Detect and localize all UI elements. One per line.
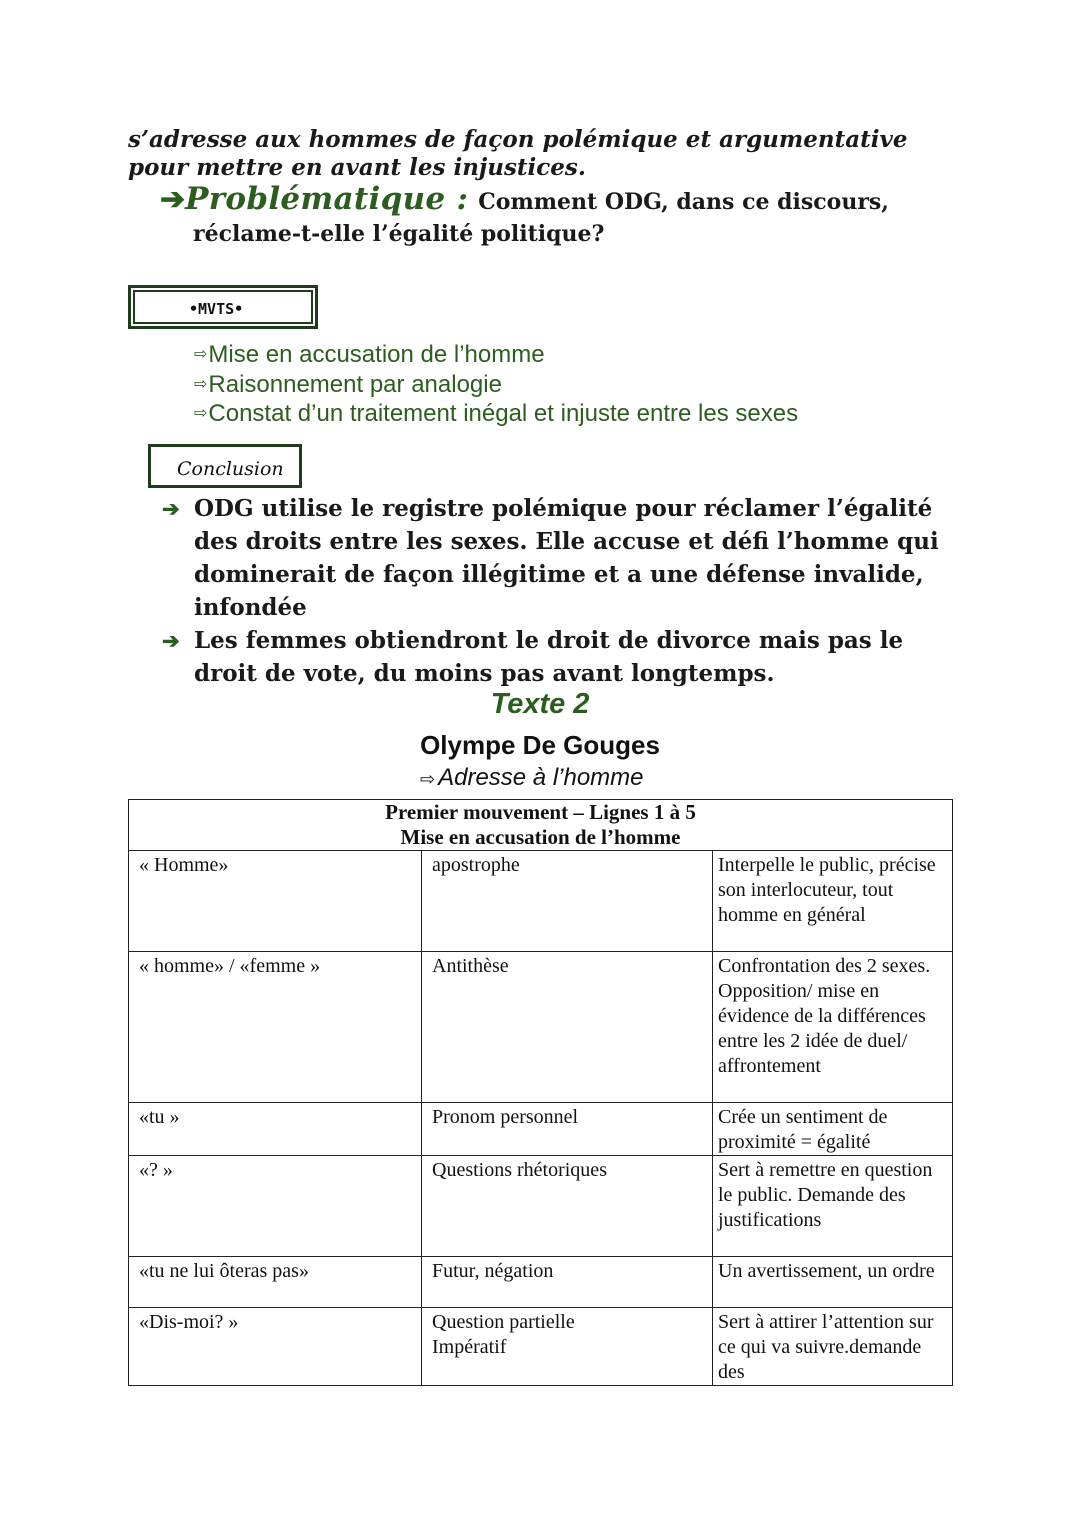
device-cell: Pronom personnel [422, 1103, 713, 1156]
conclusion-list [162, 492, 952, 690]
mvts-item [194, 340, 798, 370]
effect-cell: Sert à remettre en question le public. Demande des justifications [713, 1156, 953, 1257]
analysis-table [128, 799, 953, 1386]
device-cell: Questions rhétoriques [422, 1156, 713, 1257]
mvts-box-label: •MVTS• [189, 300, 244, 318]
table-row [129, 1103, 953, 1156]
conclusion-item [162, 624, 952, 690]
texte2-author: Olympe De Gouges [420, 730, 660, 760]
texte2-subtitle [420, 764, 644, 792]
table-row [129, 1308, 953, 1386]
conclusion-item-text: Les femmes obtiendront le droit de divorce mais pas le droit de vote, du moins pas avant longtemps. [194, 627, 904, 687]
mvts-item-label: Constat d’un traitement inégal et injuste entre les sexes [208, 400, 799, 427]
texte2-subtitle-text: Adresse à l’homme [438, 764, 644, 791]
quote-cell: « homme» / «femme » [129, 952, 422, 1103]
arrow-right-icon: ⇨ [420, 769, 436, 789]
mvts-box [128, 285, 318, 329]
mvts-item-label: Mise en accusation de l’homme [208, 341, 545, 368]
table-row [129, 1156, 953, 1257]
conclusion-box-label: Conclusion [177, 458, 284, 480]
arrow-right-icon: ⇨ [194, 346, 208, 363]
effect-cell: Un avertissement, un ordre [713, 1257, 953, 1308]
problematique-question-line1: Comment ODG, dans ce discours, [478, 189, 889, 215]
problematique-block [160, 181, 960, 249]
device-cell: Antithèse [422, 952, 713, 1103]
arrow-right-icon: ⇨ [194, 405, 208, 422]
conclusion-box [148, 444, 302, 488]
effect-cell: Sert à attirer l’attention sur ce qui va suivre.demande des [713, 1308, 953, 1386]
table-row [129, 1257, 953, 1308]
quote-cell: «Dis-moi? » [129, 1308, 422, 1386]
problematique-label: Problématique : [185, 181, 469, 217]
device-cell: Futur, négation [422, 1257, 713, 1308]
conclusion-item [162, 492, 952, 624]
table-header [129, 800, 953, 851]
arrow-icon: ➔ [162, 496, 180, 521]
arrow-icon: ➔ [162, 628, 180, 653]
effect-cell: Confrontation des 2 sexes. Opposition/ mise en évidence de la différences entre les 2 idée de duel/ affrontement [713, 952, 953, 1103]
table-header-row [129, 800, 953, 851]
table-row [129, 952, 953, 1103]
device-cell: Question partielle Impératif [422, 1308, 713, 1386]
device-cell: apostrophe [422, 851, 713, 952]
table-header-line1: Premier mouvement – Lignes 1 à 5 [385, 800, 696, 824]
conclusion-item-text: ODG utilise le registre polémique pour réclamer l’égalité des droits entre les sexes. Elle accuse et défi l’homme qui dominerait de façon illégitime et a une défense invalide, infondée [194, 495, 939, 621]
mvts-item [194, 399, 798, 429]
effect-cell: Interpelle le public, précise son interlocuteur, tout homme en général [713, 851, 953, 952]
quote-cell: « Homme» [129, 851, 422, 952]
mvts-list [194, 340, 798, 429]
intro-paragraph: s’adresse aux hommes de façon polémique et argumentative pour mettre en avant les injustices. [128, 126, 908, 181]
quote-cell: «tu » [129, 1103, 422, 1156]
arrow-right-icon: ⇨ [194, 375, 208, 393]
table-header-line2: Mise en accusation de l’homme [400, 825, 681, 849]
mvts-item-label: Raisonnement par analogie [208, 370, 502, 398]
arrow-icon: ➔ [160, 182, 186, 217]
effect-cell: Crée un sentiment de proximité = égalité [713, 1103, 953, 1156]
mvts-item [194, 370, 798, 400]
quote-cell: «? » [129, 1156, 422, 1257]
quote-cell: «tu ne lui ôteras pas» [129, 1257, 422, 1308]
problematique-question-line2: réclame-t-elle l’égalité politique? [193, 221, 605, 247]
table-row [129, 851, 953, 952]
texte2-title: Texte 2 [490, 688, 590, 720]
